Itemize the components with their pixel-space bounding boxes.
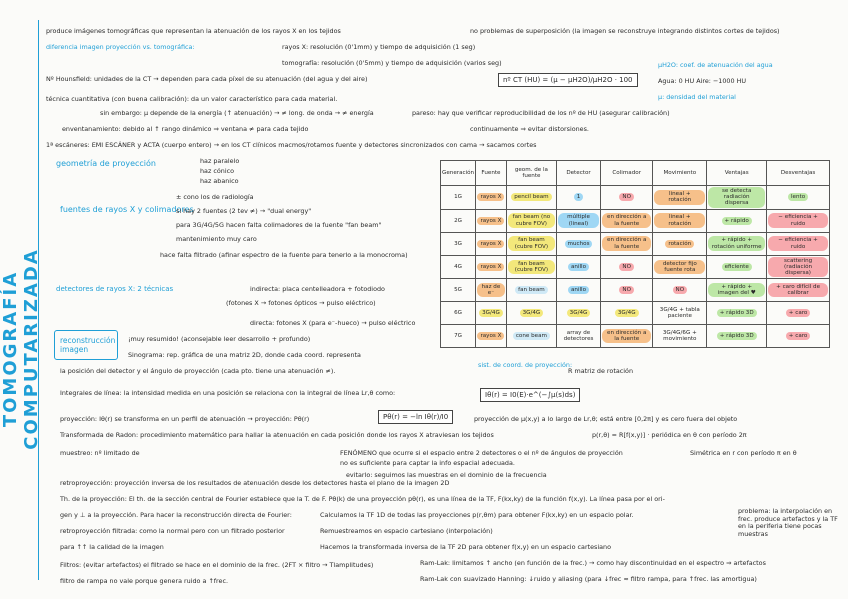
table-cell [707, 232, 767, 255]
table-header: Ventajas [707, 161, 767, 186]
cell-pill: + rápido 3D [717, 332, 757, 340]
proyeccion-formula: Pθ(r) = −ln Iθ(r)/I0 [378, 410, 453, 424]
table-cell [506, 255, 556, 279]
detectores-directa: directa: fotones X (para e⁻-hueco) → pulso eléctrico [250, 319, 416, 327]
line-diferencia: diferencia imagen proyección vs. tomográfica: [46, 43, 195, 51]
cell-pill: rayos X [477, 263, 504, 271]
retro-filtrada-3: para ↑↑ la calidad de la imagen [60, 543, 164, 551]
table-cell [506, 186, 556, 210]
muestreo: muestreo: nº limitado de [60, 449, 140, 457]
table-cell [506, 209, 556, 232]
table-cell [601, 186, 653, 210]
detectores-title: detectores de rayos X: 2 técnicas [56, 285, 174, 293]
problema: problema: la interpolación en frec. produce artefactos y la TF en la periferia tiene pocas muestras [738, 507, 838, 538]
cell-pill: rotación [665, 240, 694, 248]
table-cell [767, 279, 830, 302]
line-pareso: pareso: hay que verificar reproducibilidad de los nº de HU (asegurar calibración) [412, 109, 670, 117]
line-intro-b: no problemas de superposición (la imagen se reconstruye integrando distintos cortes de tejidos) [470, 27, 780, 35]
table-cell [767, 255, 830, 279]
cell-pill: NO [619, 263, 634, 271]
cell-pill: 1 [574, 193, 584, 201]
cell-pill: + caro difícil de calibrar [768, 283, 828, 297]
line-tecnica: técnica cuantitativa (con buena calibración): da un valor característico para cada material. [46, 95, 338, 103]
table-cell [601, 279, 653, 302]
cell-pill: rayos X [477, 332, 504, 340]
detectores-indirecta-b: (fotones X → fotones ópticos → pulso eléctrico) [226, 299, 376, 307]
table-cell [557, 232, 601, 255]
retro-filtrada-4: Hacemos la transformada inversa de la TF 2D para obtener f(x,y) en un espacio cartesiano [320, 543, 611, 551]
cell-pill: en dirección a la fuente [602, 213, 651, 227]
table-cell: 2G [441, 209, 476, 232]
cell-pill: múltiple (lineal) [558, 213, 599, 227]
table-header: Movimiento [653, 161, 707, 186]
cell-pill: muchos [565, 240, 593, 248]
geometria-abanico: haz abanico [200, 177, 239, 185]
table-row [441, 209, 830, 232]
detectores-indirecta: indirecta: placa centelleadora + fotodiodo [250, 285, 385, 293]
table-cell [557, 279, 601, 302]
table-cell: 3G/4G + tabla paciente [653, 302, 707, 325]
cell-pill: 3G/4G [615, 309, 639, 317]
table-cell [707, 279, 767, 302]
cell-pill: 3G/4G [567, 309, 591, 317]
table-cell [653, 255, 707, 279]
hounsfield-note-2: Agua: 0 HU Aire: −1000 HU [658, 77, 747, 85]
aliasing-b: no es suficiente para captar la info espacial adecuada. [340, 459, 515, 467]
aliasing: FENÓMENO que ocurre si el espacio entre 2 detectores o el nº de ángulos de proyección [340, 449, 623, 457]
geometria-title: geometría de proyección [56, 159, 156, 168]
table-cell [767, 232, 830, 255]
table-cell [506, 302, 556, 325]
cell-pill: NO [673, 286, 688, 294]
table-cell [601, 325, 653, 348]
simetrica: Simétrica en r con período π en θ [690, 449, 797, 457]
table-header: geom. de la fuente [506, 161, 556, 186]
cell-pill: NO [619, 193, 634, 201]
table-cell [707, 255, 767, 279]
table-cell [506, 232, 556, 255]
cell-pill: + rápido [722, 217, 752, 225]
generations-table [440, 160, 830, 348]
hounsfield-note-3: μ: densidad del material [658, 93, 736, 101]
table-header: Desventajas [767, 161, 830, 186]
radon: Transformada de Radon: procedimiento matemático para hallar la atenuación en cada posición donde los rayos X atraviesan los tejidos [60, 431, 494, 439]
sinograma-b: la posición del detector y el ángulo de proyección (cada pto. tiene una atenuación ≠). [60, 367, 336, 375]
table-cell: 1G [441, 186, 476, 210]
table-cell: 4G [441, 255, 476, 279]
table-cell: 3G/4G/6G + movimiento [653, 325, 707, 348]
line-hounsfield: Nº Hounsfield: unidades de la CT → dependen para cada píxel de su atenuación (del agua y del aire) [46, 75, 368, 83]
line-enventanamiento-b: continuamente ⇒ evitar distorsiones. [470, 125, 589, 133]
line-diferencia-a: rayos X: resolución (0'1mm) y tiempo de adquisición (1 seg) [282, 43, 476, 51]
side-title [0, 168, 42, 508]
table-cell: 7G [441, 325, 476, 348]
table-cell [767, 325, 830, 348]
cell-pill: + rápido + rotación uniforme [708, 236, 765, 250]
filtros: Filtros: (evitar artefactos) el filtrado se hace en el dominio de la frec. (2FT × filtro → Tlamplitudes) [60, 561, 374, 569]
geometria-paralelo: haz paralelo [200, 157, 240, 165]
integrales: Integrales de línea: la intensidad medida en una posición se relaciona con la integral de línea Lr,θ como: [60, 389, 396, 397]
table-header: Colimador [601, 161, 653, 186]
cell-pill: lineal + rotación [654, 213, 705, 227]
fuentes-3: para 3G/4G/5G hacen falta colimadores de la fuente "fan beam" [176, 221, 382, 229]
rotation-matrix-label: R matriz de rotación [568, 367, 633, 375]
radon-b: p(r,θ) = R[f(x,y)] · periódica en θ con período 2π [592, 431, 747, 439]
cell-pill: + caro [786, 309, 811, 317]
table-cell [476, 232, 507, 255]
reconstruccion-title: reconstrucción imagen [60, 336, 116, 354]
cell-pill: fan beam (cubre FOV) [508, 260, 555, 274]
fuentes-5: hace falta filtrado (afinar espectro de la fuente para tenerlo a la monocroma) [160, 251, 408, 259]
sinograma: Sinograma: rep. gráfica de una matriz 2D, donde cada coord. representa [128, 351, 361, 359]
ram-lak-hanning: Ram-Lak con suavizado Hanning: ↓ruido y aliasing (para ↓frec ≈ filtro rampa, para ↑frec. las amortigua) [420, 575, 757, 583]
cell-pill: 3G/4G [479, 309, 503, 317]
filtros-2: filtro de rampa no vale porque genera ruido a ↑frec. [60, 577, 229, 585]
geometria-conico: haz cónico [200, 167, 235, 175]
table-cell [653, 209, 707, 232]
cell-pill: scattering (radiación dispersa) [768, 257, 828, 278]
cell-pill: fan beam (cubre FOV) [508, 236, 555, 250]
cell-pill: fan beam [515, 286, 548, 294]
line-sin-embargo: sin embargo: μ depende de la energía (↑ atenuación) → ≠ long. de onda → ≠ energía [100, 109, 374, 117]
cell-pill: lineal + rotación [654, 190, 705, 204]
table-cell [476, 186, 507, 210]
table-cell [506, 325, 556, 348]
table-row [441, 302, 830, 325]
retroproyeccion: retroproyección: proyección inversa de los resultados de atenuación desde los detectores hasta el plano de la imagen 2D [60, 479, 450, 487]
teorema-central-3: Calculamos la TF 1D de todas las proyecciones p(r,θm) para obtener F(kx,ky) en un espacio polar. [320, 511, 634, 519]
table-row [441, 325, 830, 348]
sist-coord: sist. de coord. de proyección: [478, 361, 573, 369]
cell-pill: + caro [786, 332, 811, 340]
line-escaneres: 1ª escáneres: EMI ESCÁNER y ACTA (cuerpo entero) → en los CT clínicos macmos/rotamos fuente y detectores sincronizados con cama → sacamos cortes [46, 141, 537, 149]
fuentes-1: ± cono los de radiología [176, 193, 254, 201]
cell-pill: lento [788, 193, 808, 201]
table-cell [707, 209, 767, 232]
integral-formula: Iθ(r) = I0(E)·e^(−∫μ(s)ds) [480, 388, 580, 402]
cell-pill: + rápido + imagen del ♥ [708, 283, 765, 297]
cell-pill: rayos X [477, 193, 504, 201]
table-cell: array de detectores [557, 325, 601, 348]
retro-filtrada: retroproyección filtrada: como la normal pero con un filtrado posterior [60, 527, 285, 535]
fuentes-4: mantenimiento muy caro [176, 235, 257, 243]
table-cell [557, 255, 601, 279]
cell-pill: en dirección a la fuente [602, 329, 651, 343]
line-diferencia-b: tomografía: resolución (0'5mm) y tiempo de adquisición (varios seg) [282, 59, 502, 67]
side-bracket [38, 20, 39, 580]
retro-filtrada-2: Remuestreamos en espacio cartesiano (interpolación) [320, 527, 493, 535]
table-cell [601, 302, 653, 325]
table-cell [767, 209, 830, 232]
cell-pill: pencil beam [511, 193, 551, 201]
cell-pill: − eficiencia + ruido [768, 213, 828, 227]
cell-pill: se detecta radiación dispersa [708, 187, 765, 208]
table-header: Fuente [476, 161, 507, 186]
table-cell [707, 186, 767, 210]
table-row [441, 186, 830, 210]
table-cell [653, 279, 707, 302]
fuentes-title: fuentes de rayos X y colimadores [60, 205, 194, 214]
line-intro: produce imágenes tomográficas que representan la atenuación de los rayos X en los tejidos [46, 27, 341, 35]
table-cell [476, 255, 507, 279]
line-enventanamiento: enventanamiento: debido al ↑ rango dinámico ⇒ ventana ≠ para cada tejido [62, 125, 309, 133]
table-cell [601, 209, 653, 232]
table-cell [476, 209, 507, 232]
table-header: Generación [441, 161, 476, 186]
table-cell: 3G [441, 232, 476, 255]
cell-pill: fan beam (no cubre FOV) [508, 213, 555, 227]
table-cell [707, 302, 767, 325]
teorema-central-2: gen y ⊥ a la proyección. Para hacer la reconstrucción directa de Fourier: [60, 511, 292, 519]
cell-pill: en dirección a la fuente [602, 236, 651, 250]
table-cell [601, 232, 653, 255]
proyeccion-b: proyección de μ(x,y) a lo largo de Lr,θ; está entre [0,2π] y es cero fuera del objeto [474, 415, 738, 423]
reconstruccion-note: ¡muy resumido! (aconsejable leer desarrollo + profundo) [128, 335, 311, 343]
table-cell [653, 232, 707, 255]
table-cell: 6G [441, 302, 476, 325]
cell-pill: cone beam [513, 332, 550, 340]
table-cell [557, 302, 601, 325]
cell-pill: rayos X [477, 240, 504, 248]
table-cell: 5G [441, 279, 476, 302]
fuentes-2: si hay 2 fuentes (2 tev ≠) → "dual energy" [176, 207, 312, 215]
table-cell [707, 325, 767, 348]
table-cell [767, 186, 830, 210]
cell-pill: rayos X [477, 217, 504, 225]
cell-pill: − eficiencia + ruido [768, 236, 828, 250]
hounsfield-note-1: μH2O: coef. de atenuación del agua [658, 61, 773, 69]
table-header: Detector [557, 161, 601, 186]
table-cell [557, 186, 601, 210]
teorema-central: Th. de la proyección: El th. de la sección central de Fourier establece que la T. de F. Pθ(k) de una proyección pθ(r), es una línea de la TF, F(kx,ky) de la función f(x,y). La línea pasa por el ori- [60, 495, 665, 503]
table-cell [601, 255, 653, 279]
cell-pill: anillo [568, 286, 589, 294]
table-cell [476, 279, 507, 302]
hounsfield-formula: nº CT (HU) = (μ − μH2O)/μH2O · 100 [498, 73, 638, 87]
table-cell [767, 302, 830, 325]
cell-pill: haz de e⁻ [477, 283, 505, 297]
cell-pill: anillo [568, 263, 589, 271]
table-row [441, 232, 830, 255]
cell-pill: + rápido 3D [717, 309, 757, 317]
table-header-row [441, 161, 830, 186]
table-cell [653, 186, 707, 210]
side-title-text: TOMOGRAFÍA COMPUTARIZADA [0, 248, 42, 450]
table-cell [506, 279, 556, 302]
table-cell [557, 209, 601, 232]
table-cell [476, 325, 507, 348]
proyeccion: proyección: Iθ(r) se transforma en un perfil de atenuación → proyección: Pθ(r) [60, 415, 310, 423]
table-row [441, 255, 830, 279]
cell-pill: detector fijo fuente rota [654, 260, 705, 274]
ram-lak: Ram-Lak: limitamos ↑ ancho (en función de la frec.) → como hay discontinuidad en el espectro ⇒ artefactos [420, 559, 766, 567]
table-cell [476, 302, 507, 325]
cell-pill: NO [619, 286, 634, 294]
table-row [441, 279, 830, 302]
evitarlo: evitarlo: seguimos las muestras en el dominio de la frecuencia [346, 471, 547, 479]
cell-pill: eficiente [722, 263, 752, 271]
cell-pill: 3G/4G [520, 309, 544, 317]
